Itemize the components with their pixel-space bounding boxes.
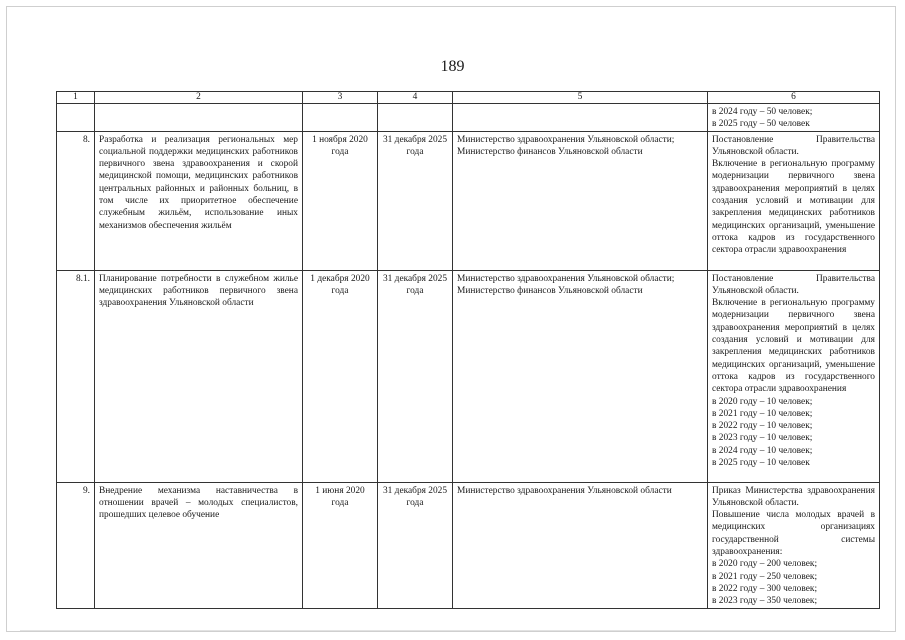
- executor-line: Министерство здравоохранения Ульяновской области: [457, 485, 672, 496]
- row-number: 8.: [57, 131, 95, 270]
- end-date-cell: 31 декабря 2025 года: [378, 270, 453, 482]
- continuation-row: [57, 104, 880, 132]
- result-line: Постановление Правительства Ульяновской области.: [712, 134, 875, 157]
- result-line: в 2025 году – 50 человек: [712, 119, 810, 130]
- table-row: [57, 270, 880, 482]
- executor-line: Министерство финансов Ульяновской области: [457, 285, 643, 296]
- result-line: в 2025 году – 10 человек: [712, 458, 810, 469]
- measure-cell: Планирование потребности в служебном жилье медицинских работников первичного звена здравоохранения Ульяновской области: [95, 270, 303, 482]
- result-line: Приказ Министерства здравоохранения Ульяновской области.: [712, 485, 875, 508]
- header-cell-1: 1: [57, 92, 95, 104]
- result-line: Постановление Правительства Ульяновской области.: [712, 273, 875, 296]
- result-line: Повышение числа молодых врачей в медицинских организациях государственной системы здравоохранения:: [712, 510, 875, 558]
- result-line: Включение в региональную программу модернизации первичного звена здравоохранения мероприятий в целях создания условий и мотивации для закрепления медицинских работников медицинских организаций, уменьшение оттока кадров из государственного сектора отрасли здравоохранения: [712, 159, 875, 256]
- page-number: 189: [440, 58, 465, 75]
- row-number: 8.1.: [57, 270, 95, 482]
- result-line: в 2020 году – 10 человек;: [712, 396, 813, 407]
- result-line: в 2023 году – 350 человек;: [712, 596, 818, 607]
- end-date-cell: 31 декабря 2025 года: [378, 131, 453, 270]
- result-line: в 2024 году – 10 человек;: [712, 445, 813, 456]
- end-date-cell: 31 декабря 2025 года: [378, 482, 453, 608]
- executors-cell: [453, 482, 708, 608]
- row-number: 9.: [57, 482, 95, 608]
- continuation-result-cell: [708, 104, 880, 132]
- header-cell-3: 3: [303, 92, 378, 104]
- start-date-cell: 1 декабря 2020 года: [303, 270, 378, 482]
- result-cell: [708, 270, 880, 482]
- result-cell: [708, 482, 880, 608]
- measure-cell: Разработка и реализация региональных мер социальной поддержки медицинских работников первичного звена здравоохранения и скорой медицинской помощи, медицинских работников центральных районных и районных больниц, в том числе их приоритетное обеспечение служебным жильём, использование иных механизмов обеспечения жильём: [95, 131, 303, 270]
- scan-artifact-line: [20, 630, 880, 631]
- result-line: в 2021 году – 10 человек;: [712, 408, 813, 419]
- executor-line: Министерство финансов Ульяновской области: [457, 146, 643, 157]
- executors-cell: [453, 131, 708, 270]
- header-row: [57, 92, 880, 104]
- measures-table: [56, 91, 880, 609]
- executors-cell: [453, 270, 708, 482]
- result-line: Включение в региональную программу модернизации первичного звена здравоохранения мероприятий в целях создания условий и мотивации для закрепления медицинских работников медицинских организаций, уменьшение оттока кадров из государственного сектора отрасли здравоохранения: [712, 298, 875, 395]
- result-line: в 2020 году – 200 человек;: [712, 559, 818, 570]
- result-line: в 2023 году – 10 человек;: [712, 433, 813, 444]
- table-row: [57, 131, 880, 270]
- start-date-cell: 1 ноября 2020 года: [303, 131, 378, 270]
- header-cell-5: 5: [453, 92, 708, 104]
- table-row: [57, 482, 880, 608]
- header-cell-6: 6: [708, 92, 880, 104]
- result-line: в 2022 году – 10 человек;: [712, 421, 813, 432]
- header-cell-4: 4: [378, 92, 453, 104]
- result-line: в 2021 году – 250 человек;: [712, 571, 818, 582]
- result-cell: [708, 131, 880, 270]
- header-cell-2: 2: [95, 92, 303, 104]
- result-line: в 2024 году – 50 человек;: [712, 107, 813, 117]
- executor-line: Министерство здравоохранения Ульяновской области;: [457, 134, 675, 145]
- executor-line: Министерство здравоохранения Ульяновской области;: [457, 273, 675, 284]
- result-line: в 2022 году – 300 человек;: [712, 583, 818, 594]
- measure-cell: Внедрение механизма наставничества в отношении врачей – молодых специалистов, прошедших целевое обучение: [95, 482, 303, 608]
- start-date-cell: 1 июня 2020 года: [303, 482, 378, 608]
